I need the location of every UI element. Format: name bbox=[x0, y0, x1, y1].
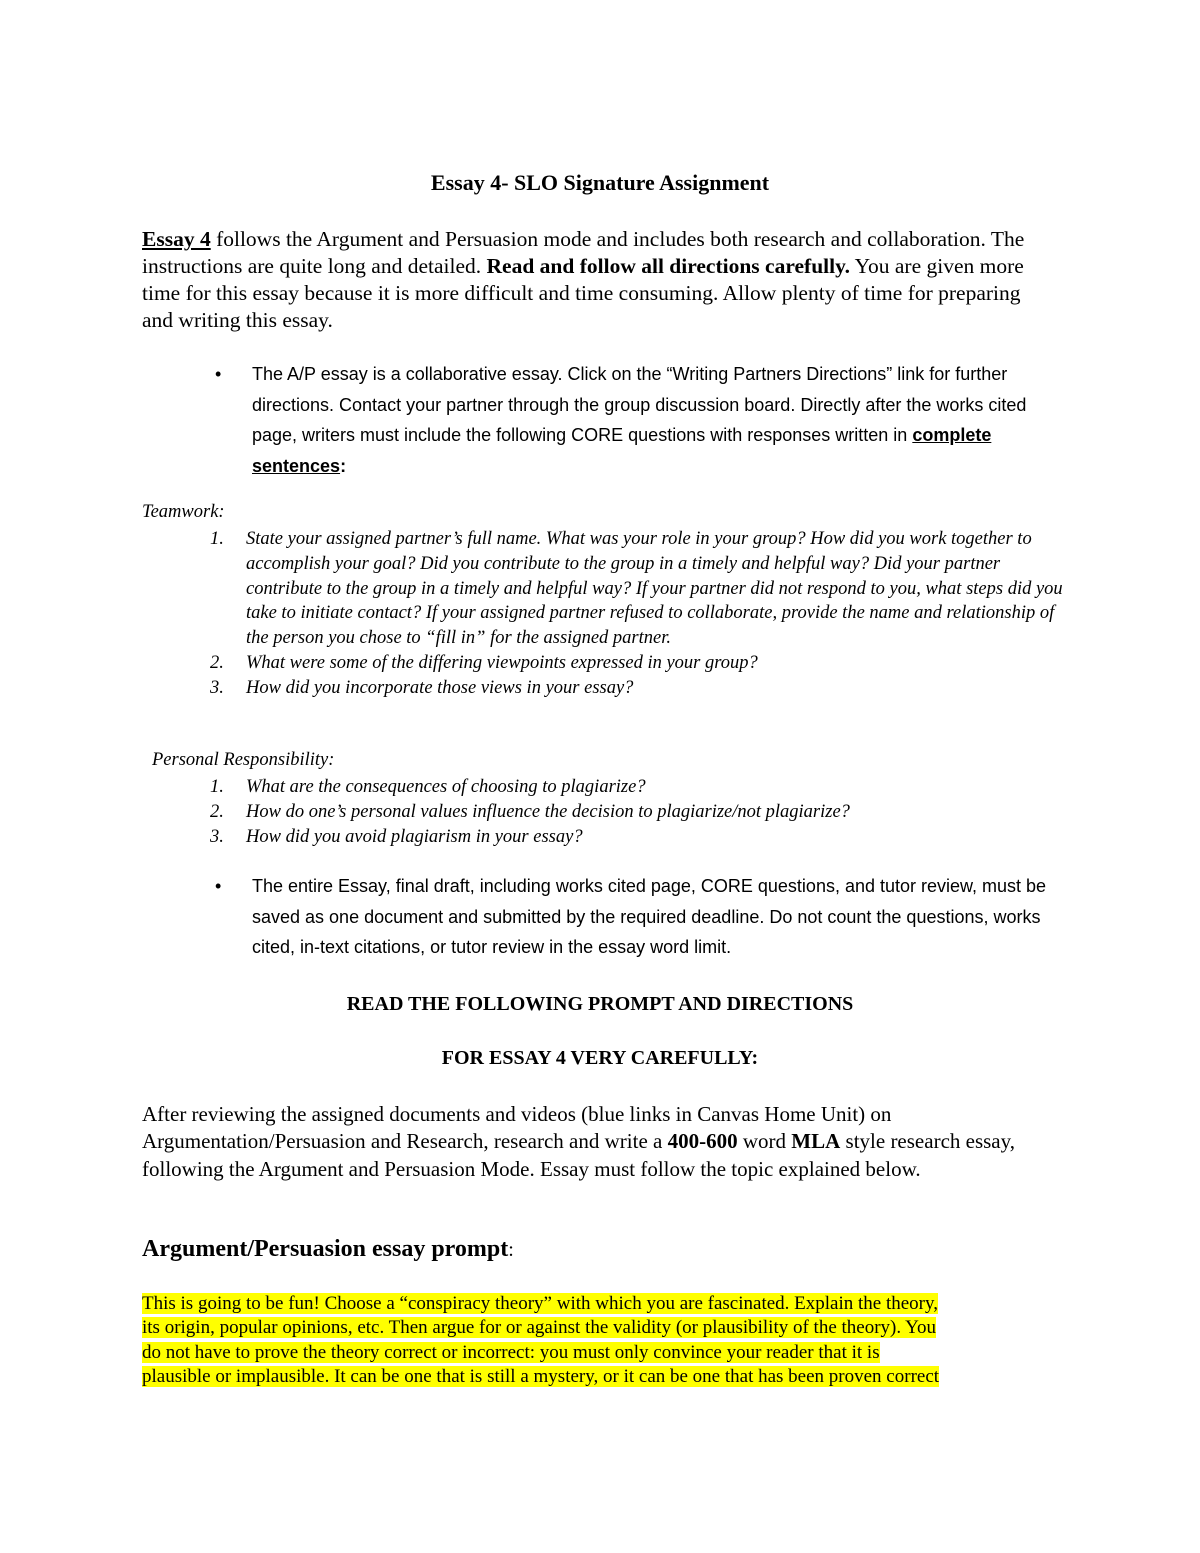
question-text: How did you incorporate those views in your essay? bbox=[246, 677, 634, 698]
intro-text-1: follows the Argument and Persuasion mode and includes both research and collaboration. The instructions are quite long and detailed. bbox=[142, 227, 1025, 278]
prompt-line: This is going to be fun! Choose a “conspiracy theory” with which you are fascinated. Explain the theory, bbox=[142, 1293, 939, 1314]
question-text: What are the consequences of choosing to plagiarize? bbox=[246, 777, 646, 797]
prompt-heading bbox=[142, 1236, 514, 1263]
teamwork-label: Teamwork: bbox=[142, 502, 225, 522]
intro-bold-instruction: Read and follow all directions carefully. bbox=[486, 254, 851, 278]
after-text-3: style research essay, following the Argument and Persuasion Mode. Essay must follow the topic explained below. bbox=[142, 1129, 1016, 1181]
highlighted-prompt bbox=[142, 1292, 1062, 1389]
question-text: What were some of the differing viewpoints expressed in your group? bbox=[246, 653, 758, 673]
document-title: Essay 4- SLO Signature Assignment bbox=[430, 170, 770, 195]
style-mla: MLA bbox=[791, 1129, 841, 1154]
prompt-heading-text: Argument/Persuasion essay prompt bbox=[142, 1236, 509, 1262]
question-number: 2. bbox=[210, 653, 224, 673]
intro-text-2: You are given more time for this essay because it is more difficult and time consuming. Allow plenty of time for preparing and writing this essay. bbox=[142, 254, 1024, 332]
question-text: How did you avoid plagiarism in your essay? bbox=[246, 826, 583, 847]
question-text: How do one’s personal values influence the decision to plagiarize/not plagiarize? bbox=[246, 801, 850, 822]
prompt-line: its origin, popular opinions, etc. Then argue for or against the validity (or plausibility of the theory). You bbox=[142, 1317, 937, 1339]
question-number: 3. bbox=[210, 677, 224, 698]
bullet-collaborative-text bbox=[252, 359, 1072, 481]
intro-lead: Essay 4 bbox=[142, 227, 211, 251]
question-number: 3. bbox=[210, 826, 224, 847]
directions-heading-2: FOR ESSAY 4 VERY CAREFULLY: bbox=[441, 1047, 759, 1069]
after-text-1: After reviewing the assigned documents and videos (blue links in Canvas Home Unit) on Argumentation/Persuasion and Research, research and write a bbox=[142, 1102, 892, 1154]
after-text-2: word bbox=[737, 1129, 792, 1154]
intro-paragraph bbox=[142, 226, 1042, 334]
question-number: 1. bbox=[210, 777, 224, 797]
bullet-final-draft-text: The entire Essay, final draft, including works cited page, CORE questions, and tutor review, must be saved as one document and submitted by the required deadline. Do not count the questions, works cited, in-text citations, or tutor review in the essay word limit. bbox=[252, 876, 1047, 957]
bullet-icon: • bbox=[215, 364, 222, 384]
bullet1-end: : bbox=[340, 455, 347, 476]
question-number: 2. bbox=[210, 801, 224, 822]
personal-responsibility-label: Personal Responsibility: bbox=[152, 750, 335, 770]
question-number: 1. bbox=[210, 529, 224, 549]
question-text: State your assigned partner’s full name. What was your role in your group? How did you work together to accomplish your goal? Did you contribute to the group in a timely and helpful way? Did your partner contribute to the group in a timely and helpful way? If your partner did not respond to you, what steps did you take to initiate contact? If your assigned partner refused to collaborate, provide the name and relationship of the person you chose to “fill in” for the assigned partner. bbox=[246, 529, 1063, 649]
prompt-line: plausible or implausible. It can be one that is still a mystery, or it can be one that has been proven correct bbox=[142, 1365, 940, 1387]
word-count: 400-600 bbox=[667, 1129, 738, 1154]
prompt-line: do not have to prove the theory correct or incorrect: you must only convince your reader that it is bbox=[142, 1341, 880, 1363]
bullet1-underlined: complete sentences bbox=[252, 425, 992, 476]
assignment-paragraph bbox=[142, 1101, 1072, 1183]
prompt-heading-colon: : bbox=[508, 1239, 514, 1261]
directions-heading-1: READ THE FOLLOWING PROMPT AND DIRECTIONS bbox=[346, 993, 854, 1015]
bullet-icon: • bbox=[215, 876, 222, 896]
bullet1-body: The A/P essay is a collaborative essay. Click on the “Writing Partners Directions” link for further directions. Contact your partner through the group discussion board. Directly after the works cited page, writers must include the following CORE questions with responses written in bbox=[252, 364, 1027, 445]
